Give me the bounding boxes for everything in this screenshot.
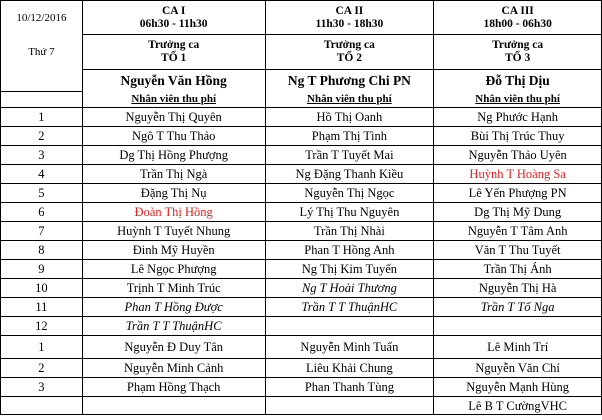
staff-label-row	[1, 92, 602, 108]
team-3-staff	[434, 317, 602, 336]
team-1-staff: Ngô T Thu Thảo	[82, 127, 265, 146]
team-2-lead-title: Trưởng ca	[323, 39, 375, 51]
table-row	[1, 317, 602, 336]
row-number: 1	[1, 108, 83, 127]
table-row	[1, 241, 602, 260]
leader-row	[1, 70, 602, 92]
team-3-staff: Văn T Thu Tuyết	[434, 241, 602, 260]
team-header-row	[1, 35, 602, 70]
shift-1-header	[82, 1, 265, 35]
table-row	[1, 279, 602, 298]
team-2-staff: Nguyễn Minh Tuấn	[265, 336, 434, 359]
table-row	[1, 108, 602, 127]
team-2-staff: Trần T Tuyết Mai	[265, 146, 434, 165]
team-1-staff	[82, 397, 265, 415]
team-1-staff: Đinh Mỹ Huyền	[82, 241, 265, 260]
shift-1-time: 06h30 - 11h30	[139, 17, 208, 30]
team-3-staff-label: Nhân viên thu phí	[434, 92, 602, 108]
team-3-staff: Nguyễn Thảo Uyên	[434, 146, 602, 165]
row-number: 2	[1, 359, 83, 378]
shift-1-name: CA I	[162, 4, 186, 17]
staff-label-blank	[1, 92, 83, 108]
table-row	[1, 146, 602, 165]
table-row	[1, 127, 602, 146]
shift-2-header	[265, 1, 434, 35]
team-1-staff-highlighted: Đoàn Thị Hồng	[82, 203, 265, 222]
team-2-staff: Phan T Hồng Anh	[265, 241, 434, 260]
team-3-staff: Trần Thị Ánh	[434, 260, 602, 279]
team-2-staff: Trần Thị Nhài	[265, 222, 434, 241]
shift-header-row	[1, 1, 602, 35]
roster-date: 10/12/2016	[1, 1, 83, 35]
row-number: 10	[1, 279, 83, 298]
shift-3-time: 18h00 - 06h30	[483, 17, 552, 30]
team-2-staff: Nguyễn Thị Ngọc	[265, 184, 434, 203]
team-1-staff: Lê Ngọc Phượng	[82, 260, 265, 279]
team-1-staff: Phạm Hồng Thạch	[82, 378, 265, 397]
team-2-staff-italic: Ng T Hoài Thương	[265, 279, 434, 298]
team-2-leader: Ng T Phương Chi PN	[265, 70, 434, 92]
shift-3-name: CA III	[501, 4, 534, 17]
team-3-staff: Lê B T CườngVHC	[434, 397, 602, 415]
table-row	[1, 298, 602, 317]
row-number	[1, 397, 83, 415]
team-2-name: TỔ 2	[336, 52, 363, 64]
team-3-staff: Nguyễn Văn Chí	[434, 359, 602, 378]
row-number: 3	[1, 378, 83, 397]
table-row	[1, 336, 602, 359]
shift-3-header	[434, 1, 602, 35]
table-row	[1, 260, 602, 279]
table-row	[1, 203, 602, 222]
team-3-staff: Dg Thị Mỹ Dung	[434, 203, 602, 222]
row-number: 12	[1, 317, 83, 336]
team-1-staff: Trịnh T Minh Trúc	[82, 279, 265, 298]
row-number: 7	[1, 222, 83, 241]
team-3-header	[434, 35, 602, 70]
team-2-staff	[265, 317, 434, 336]
team-2-staff: Lý Thị Thu Nguyên	[265, 203, 434, 222]
row-number: 8	[1, 241, 83, 260]
table-row	[1, 165, 602, 184]
team-2-staff: Phan Thanh Tùng	[265, 378, 434, 397]
leader-row-blank	[1, 70, 83, 92]
team-3-staff-highlighted: Huỳnh T Hoàng Sa	[434, 165, 602, 184]
table-row	[1, 397, 602, 415]
team-2-staff: Phạm Thị Tình	[265, 127, 434, 146]
team-1-staff-label: Nhân viên thu phí	[82, 92, 265, 108]
team-2-staff: Ng Thị Kim Tuyến	[265, 260, 434, 279]
team-2-header	[265, 35, 434, 70]
team-1-name: TỔ 1	[161, 52, 187, 64]
table-row	[1, 359, 602, 378]
roster-day: Thứ 7	[1, 35, 83, 70]
shift-2-time: 11h30 - 18h30	[315, 17, 384, 30]
team-3-leader: Đỗ Thị Dịu	[434, 70, 602, 92]
table-row	[1, 378, 602, 397]
team-3-name: TỔ 3	[505, 52, 531, 64]
row-number: 5	[1, 184, 83, 203]
team-2-staff-label: Nhân viên thu phí	[265, 92, 434, 108]
team-1-staff: Đặng Thị Nụ	[82, 184, 265, 203]
team-1-staff: Dg Thị Hồng Phượng	[82, 146, 265, 165]
row-number: 4	[1, 165, 83, 184]
team-3-staff: Bùi Thị Trúc Thuy	[434, 127, 602, 146]
team-3-staff: Lê Minh Trí	[434, 336, 602, 359]
team-3-staff: Nguyễn T Tâm Anh	[434, 222, 602, 241]
team-3-staff: Lê Yến Phượng PN	[434, 184, 602, 203]
team-1-staff-italic: Trần T T ThuậnHC	[82, 317, 265, 336]
row-number: 6	[1, 203, 83, 222]
team-2-staff: Ng Đặng Thanh Kiều	[265, 165, 434, 184]
team-3-staff: Ng Phước Hạnh	[434, 108, 602, 127]
team-2-staff: Hồ Thị Oanh	[265, 108, 434, 127]
team-3-lead-title: Trưởng ca	[492, 39, 544, 51]
table-row	[1, 184, 602, 203]
shift-2-name: CA II	[335, 4, 364, 17]
team-1-staff: Nguyễn Thị Quyên	[82, 108, 265, 127]
team-3-staff: Nguyễn Mạnh Hùng	[434, 378, 602, 397]
team-1-lead-title: Trưởng ca	[148, 39, 200, 51]
row-number: 3	[1, 146, 83, 165]
team-3-staff: Nguyễn Thị Hà	[434, 279, 602, 298]
team-2-staff-italic: Trần T T ThuậnHC	[265, 298, 434, 317]
table-row	[1, 222, 602, 241]
team-1-staff: Nguyễn Đ Duy Tân	[82, 336, 265, 359]
team-3-staff-italic: Trần T Tố Nga	[434, 298, 602, 317]
team-2-staff	[265, 397, 434, 415]
team-2-staff: Liêu Khải Chung	[265, 359, 434, 378]
row-number: 1	[1, 336, 83, 359]
team-1-leader: Nguyễn Văn Hồng	[82, 70, 265, 92]
row-number: 9	[1, 260, 83, 279]
team-1-staff: Huỳnh T Tuyết Nhung	[82, 222, 265, 241]
team-1-staff: Trần Thị Ngà	[82, 165, 265, 184]
row-number: 11	[1, 298, 83, 317]
team-1-staff-italic: Phan T Hồng Được	[82, 298, 265, 317]
row-number: 2	[1, 127, 83, 146]
team-1-staff: Nguyễn Minh Cảnh	[82, 359, 265, 378]
team-1-header	[82, 35, 265, 70]
